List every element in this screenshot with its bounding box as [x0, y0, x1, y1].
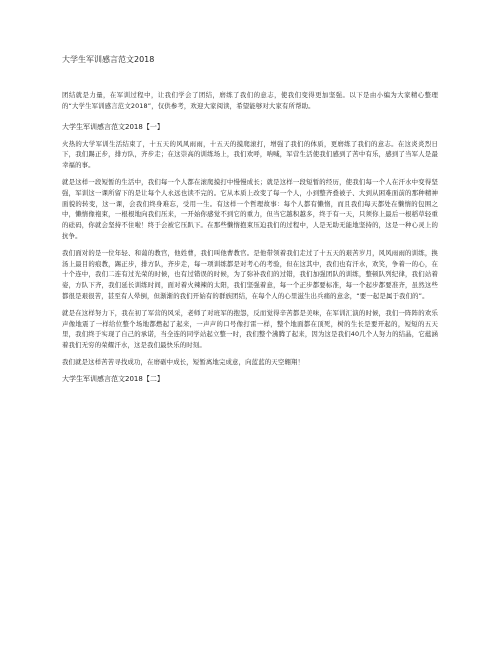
intro-paragraph: 团结就是力量，在军训过程中，让我们学会了团结，磨练了我们的意志，使我们变得更加坚强。以下是由小编为大家精心整理的“大学生军训感言范文2018”，仅供参考，欢迎大家阅读，希望能够对大家有所帮助。 [62, 91, 438, 110]
section-1-paragraph-5: 我们就是这样苦苦寻找成功，在磨砺中成长，短暂离地完成意，向蓝蓝的天空翱翔！ [62, 357, 305, 366]
section-heading-1: 大学生军训感言范文2018【一】 [62, 122, 164, 131]
section-1-paragraph-3: 我们面对的是一位年轻、和蔼的教官，他姓曹，我们叫他曹教官。是他带领着我们走过了十五天的艰苦岁月，风风雨雨的训练，换汤上最目的痕教，踢正步，排方队，齐步走，每一项训练都是对考心的考验，但在这其中，我们也有汗水，欢笑，争着一的心，在十个连中，我们二连有过光荣的时候，也有过错误的时候，为了弥补我们的过错，我们加强团队的训练，整顿队列纪律，我们站着姿，方队下齐，我们延长训练时间，面对着火辣辣的太阳，我们坚强着意，每一个正步都要标准，每一个起步都要准齐，虽然这些都很是艰很苦，甚至有人晕倒，但渐渐的我们开始有的群族团结，在每个人的心里滋生出兵痛的意念，“要一起是属于我们的”。 [62, 248, 438, 300]
document-title: 大学生军训感言范文2018 [62, 55, 155, 64]
section-1-paragraph-4: 就是在这样努力下，我在初了军营的风采，老师了对班军的抱怨，反而觉得辛苦都是美味，在军训汇演的时候，我们一阵阵的欢乐声像地震了一样给位整个场地都燃起了起来，一声声的口号像打雷一样，整个地面都在顶死，树的生长是要开起的，短短的五天里，我们终于实现了自己的承诺，当全连的同学站起立整一时，我们整个沸腾了起来，因为这是我们40几个人努力的结晶，它蕴涵着我们无穷的荣耀汗水，这是我们最快乐的时刻。 [62, 308, 438, 350]
section-1-paragraph-2: 就是这样一段短暂的生活中，我们每一个人都在滚爬摸打中慢慢成长；就是这样一段短暂的经历，使我们每一个人在汗水中变得坚强，军训这一课所留下的是让每个人永远也读不完的。它从本质上改变了每一个人，小到整齐叠被子、大到从困难面前的那种精神面貌的转变，这一课，会我们终身难忘，受用一生。有这样一个哲理故事：每个人都有懒惰，而且我们每天都处在懒惰的包围之中，懒惰像袍束，一根根地向我们压来，一开始你感觉不到它的重力，但当它越积越多，终于有一天，只须你上最后一根稻草轻重的砝码，你就会坚持不住啦！终于会被它压趴下。在那些懒惰抱束压迫我们的过程中，人是无助无能地坚持的，这是一种心灵上的抗争。 [62, 177, 438, 240]
section-1-paragraph-1: 火热的大学军训生活结束了，十五天的风风雨雨，十五天的摸爬滚打，增强了我们的体质，更磨练了我们的意志。在这炎炎烈日下，我们踢正步，排方队，齐步走；在这崇高的训练场上，我们欢呼，呐喊，军营生活使我们感到了苦中有乐，感到了当军人是最幸福的事。 [62, 139, 438, 170]
document-body [62, 54, 438, 391]
section-heading-2: 大学生军训感言范文2018【二】 [62, 374, 164, 383]
